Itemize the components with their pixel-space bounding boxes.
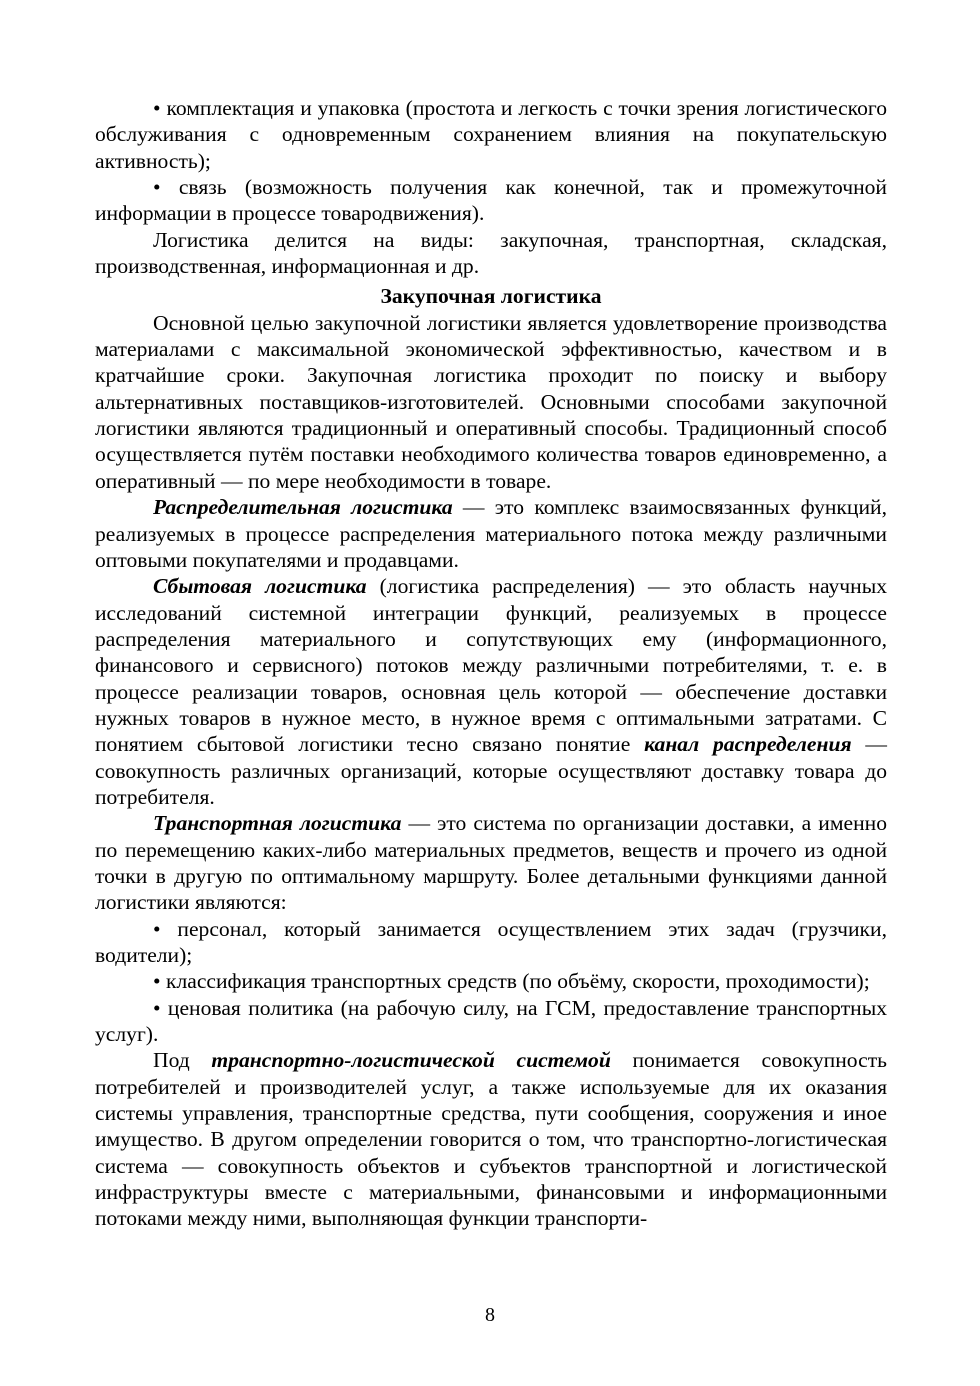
bullet-item [95,995,887,1048]
bullet-item [95,174,887,227]
text-run: — совокупность различных организаций, которые осуществляют доставку товара до потребителя. [95,732,887,809]
defined-term: Сбытовая логистика [153,574,367,599]
paragraph [95,573,887,810]
bullet-item [95,95,887,174]
text-run: — это комплекс взаимосвязанных функций, реализуемых в процессе распределения материального потока между различными оптовыми покупателями и продавцами. [95,495,887,572]
section-heading [95,279,887,309]
defined-term: транспортно-логистической системой [211,1048,611,1073]
text-run: персонал, который занимается осуществлением этих задач (грузчики, водители); [95,916,887,967]
paragraph [95,1047,887,1231]
paragraph [95,310,887,494]
bullet-item [95,968,887,994]
text-run: Под [153,1048,212,1073]
text-run: понимается совокупность потребителей и производителей услуг, а также используемые для их оказания системы управления, транспортные средства, пути сообщения, сооружения и иное имущество. В другом определении говорится о том, что транспортно-логистическая система — совокупность объектов и субъектов транспортной и логистической инфраструктуры вместе с материальными, финансовыми и информационными потоками между ними, выполняющая функции транспорти- [95,1048,887,1231]
text-run: Закупочная логистика [380,284,602,309]
text-run: классификация транспортных средств (по объёму, скорости, проходимости); [165,969,870,994]
paragraph [95,494,887,573]
bullet-item [95,916,887,969]
paragraph [95,227,887,280]
text-run: (логистика распределения) — это область научных исследований системной интеграции функций, реализуемых в процессе распределения материального и сопутствующих ему (информационного, финансового и сервисного) потоков между различными потребителями, т. е. в процессе реализации товаров, основная цель которой — обеспечение доставки нужных товаров в нужное место, в нужное время с оптимальными затратами. С понятием сбытовой логистики тесно связано понятие [95,574,887,757]
text-run: комплектация и упаковка (простота и легкость с точки зрения логистического обслуживания с одновременным сохранением влияния на покупательскую активность); [95,96,887,173]
text-run: Основной целью закупочной логистики является удовлетворение производства материалами с максимальной экономической эффективностью, качеством и в кратчайшие сроки. Закупочная логистика проходит по поиску и выбору альтернативных поставщиков-изготовителей. Основными способами закупочной логистики являются традиционный и оперативный способы. Традиционный способ осуществляется путём поставки необходимого количества товаров единовременно, а оперативный — по мере необходимости в товаре. [95,310,887,493]
page-number: 8 [485,1304,495,1326]
text-run: Логистика делится на виды: закупочная, транспортная, складская, производственная, информационная и др. [95,227,887,279]
defined-term: канал распределения [644,732,852,757]
defined-term: Транспортная логистика [153,811,402,836]
defined-term: Распределительная логистика [153,495,453,520]
page-body-text [95,95,887,1232]
text-run: ценовая политика (на рабочую силу, на ГСМ, предоставление транспортных услуг). [95,995,887,1047]
paragraph [95,810,887,915]
text-run: связь (возможность получения как конечной, так и промежуточной информации в процессе товародвижения). [95,175,887,226]
text-run: — это система по организации доставки, а именно по перемещению каких-либо материальных предметов, веществ и прочего из одной точки в другую по оптимальному маршруту. Более детальными функциями данной логистики являются: [95,811,887,915]
